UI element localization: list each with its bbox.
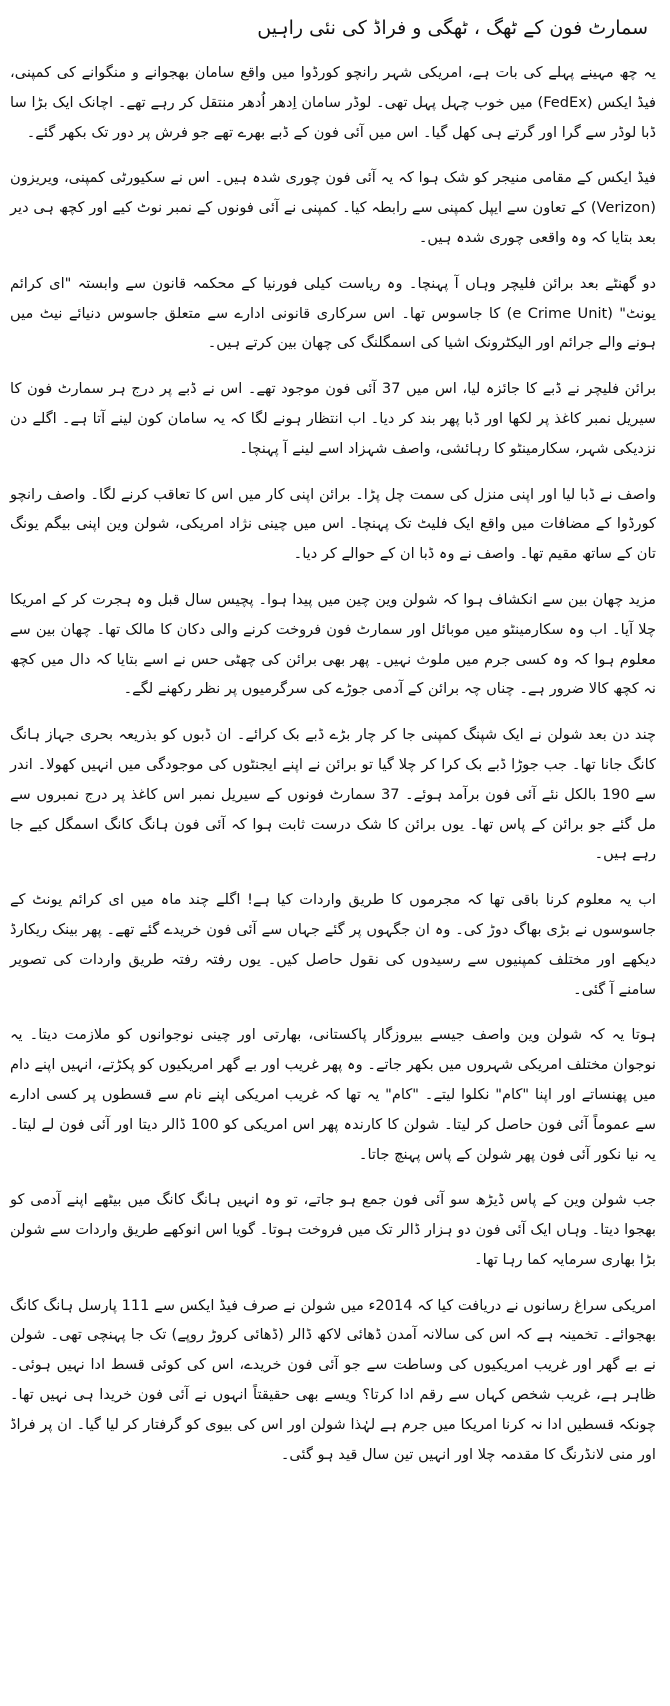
article-paragraph-6: مزید چھان بین سے انکشاف ہوا کہ شولن وین چین میں پیدا ہوا۔ پچیس سال قبل وہ ہجرت کر کے امریکا چلا آیا۔ اب وہ سکارمینٹو میں موبائل اور سمارٹ فون فروخت کرنے والی دکان کا مالک تھا۔ چھان بین سے معلوم ہوا کہ وہ کسی جرم میں ملوث نہیں۔ پھر بھی برائن کی چھٹی حس نے اسے بتایا کہ دال میں کچھ نہ کچھ کالا ضرور ہے۔ چناں چہ برائن کے آدمی جوڑے کی سرگرمیوں پر نظر رکھنے لگے۔: [10, 590, 656, 698]
article-paragraph-7: چند دن بعد شولن نے ایک شپنگ کمپنی جا کر چار بڑے ڈبے بک کرائے۔ ان ڈبوں کو بذریعہ بحری جہاز ہانگ کانگ جانا تھا۔ جب جوڑا ڈبے بک کرا کر چلا گیا تو برائن نے اپنے ایجنٹوں کی موجودگی میں انہیں کھولا۔ اندر سے 190 بالکل نئے آئی فون برآمد ہوئے۔ 37 سمارٹ فونوں کے سیریل نمبر اس کاغذ پر درج نمبروں سے مل گئے جو برائن کے پاس تھا۔ یوں برائن کا شک درست ثابت ہوا کہ آئی فون ہانگ کانگ اسمگل کیے جا رہے ہیں۔: [10, 726, 657, 863]
article-paragraph-1: یہ چھ مہینے پہلے کی بات ہے، امریکی شہر رانچو کورڈوا میں واقع سامان بھجوانے و منگوانے کی کمپنی، فیڈ ایکس (FedEx) میں خوب چہل پہل تھی۔ لوڈر سامان اِدھر اُدھر منتقل کر رہے تھے۔ اچانک ایک بڑا سا ڈبا لوڈر سے گرا اور گرتے ہی کھل گیا۔ اس میں آئی فون کے ڈبے بھرے تھے جو فرش پر دور تک بکھر گئے۔: [10, 64, 656, 141]
article-paragraph-2: فیڈ ایکس کے مقامی منیجر کو شک ہوا کہ یہ آئی فون چوری شدہ ہیں۔ اس نے سکیورٹی کمپنی، ویریزون (Verizon) کے تعاون سے ایپل کمپنی سے رابطہ کیا۔ کمپنی نے آئی فونوں کے نمبر نوٹ کیے اور کچھ ہی دیر بعد بتایا کہ وہ واقعی چوری شدہ ہیں۔: [10, 169, 656, 246]
article-paragraph-9: ہوتا یہ کہ شولن وین واصف جیسے بیروزگار پاکستانی، بھارتی اور چینی نوجوانوں کو ملازمت دیتا۔ یہ نوجوان مختلف امریکی شہروں میں بکھر جاتے۔ وہ پھر غریب اور بے گھر امریکیوں کو پکڑتے، انہیں اپنے دام میں پھنساتے اور اپنا "کام" نکلوا لیتے۔ "کام" یہ تھا کہ غریب امریکی اپنے نام سے قسطوں پر کسی ادارے سے عموماً آئی فون حاصل کر لیتا۔ شولن کا کارندہ پھر اس امریکی کو 100 ڈالر دیتا اور آئی فون لے لیتا۔ یہ نیا نکور آئی فون پھر شولن کے پاس پہنچ جاتا۔: [10, 1026, 656, 1163]
article-paragraph-4: برائن فلیچر نے ڈبے کا جائزہ لیا، اس میں 37 آئی فون موجود تھے۔ اس نے ڈبے پر درج ہر سمارٹ فون کا سیریل نمبر کاغذ پر لکھا اور ڈبا پھر بند کر دیا۔ اب انتظار ہونے لگا کہ یہ سامان کون لینے آتا ہے۔ اگلے دن نزدیکی شہر، سکارمینٹو کا رہائشی، واصف شہزاد اسے لینے آ پہنچا۔: [10, 380, 656, 457]
article-paragraph-5: واصف نے ڈبا لیا اور اپنی منزل کی سمت چل پڑا۔ برائن اپنی کار میں اس کا تعاقب کرنے لگا۔ واصف رانچو کورڈوا کے مضافات میں واقع ایک فلیٹ تک پہنچا۔ اس میں چینی نژاد امریکی، شولن وین اپنی بیگم یونگ تان کے ساتھ مقیم تھا۔ واصف نے وہ ڈبا ان کے حوالے کر دیا۔: [10, 485, 656, 563]
article-paragraph-10: جب شولن وین کے پاس ڈیڑھ سو آئی فون جمع ہو جاتے، تو وہ انہیں ہانگ کانگ میں بیٹھے اپنے آدمی کو بھجوا دیتا۔ وہاں ایک آئی فون دو ہزار ڈالر تک میں فروخت ہوتا۔ گویا اس انوکھے طریق واردات سے شولن بڑا بھاری سرمایہ کما رہا تھا۔: [10, 1191, 656, 1268]
article-title: سمارٹ فون کے ٹھگ ، ٹھگی و فراڈ کی نئی راہیں: [257, 17, 648, 39]
article-paragraph-8: اب یہ معلوم کرنا باقی تھا کہ مجرموں کا طریق واردات کیا ہے! اگلے چند ماہ میں ای کرائم یونٹ کے جاسوسوں نے بڑی بھاگ دوڑ کی۔ وہ ان جگہوں پر گئے جہاں سے آئی فون خریدے گئے تھے۔ پھر بینک ریکارڈ دیکھے اور مختلف کمپنیوں سے رسیدوں کی نقول حاصل کیں۔ یوں رفتہ رفتہ طریق واردات کی تصویر سامنے آ گئی۔: [10, 891, 656, 998]
article-paragraph-3: دو گھنٹے بعد برائن فلیچر وہاں آ پہنچا۔ وہ ریاست کیلی فورنیا کے محکمہ قانون سے وابستہ "ای کرائم یونٹ" (e Crime Unit) کا جاسوس تھا۔ اس سرکاری قانونی ادارے سے متعلق جاسوس دنیائے نیٹ میں ہونے والے جرائم اور الیکٹرونک اشیا کی اسمگلنگ کی چھان بین کرتے ہیں۔: [10, 274, 656, 352]
article-paragraph-11: امریکی سراغ رسانوں نے دریافت کیا کہ 2014ء میں شولن نے صرف فیڈ ایکس سے 111 پارسل ہانگ کانگ بھجوائے۔ تخمینہ ہے کہ اس کی سالانہ آمدن ڈھائی لاکھ ڈالر (ڈھائی کروڑ روپے) تک جا پہنچی تھی۔ شولن نے بے گھر اور غریب امریکیوں کی وساطت سے جو آئی فون خریدے، اس کی کوئی قسط ادا نہیں ہوئی۔ ظاہر ہے، غریب شخص کہاں سے رقم ادا کرتا؟ ویسے بھی حقیقتاً انہوں نے آئی فون خریدا ہی نہیں تھا۔ چونکہ قسطیں ادا نہ کرنا امریکا میں جرم ہے لہٰذا شولن اور اس کی بیوی کو گرفتار کر لیا گیا۔ ان پر فراڈ اور منی لانڈرنگ کا مقدمہ چلا اور انہیں تین سال قید ہو گئی۔: [10, 1296, 656, 1463]
